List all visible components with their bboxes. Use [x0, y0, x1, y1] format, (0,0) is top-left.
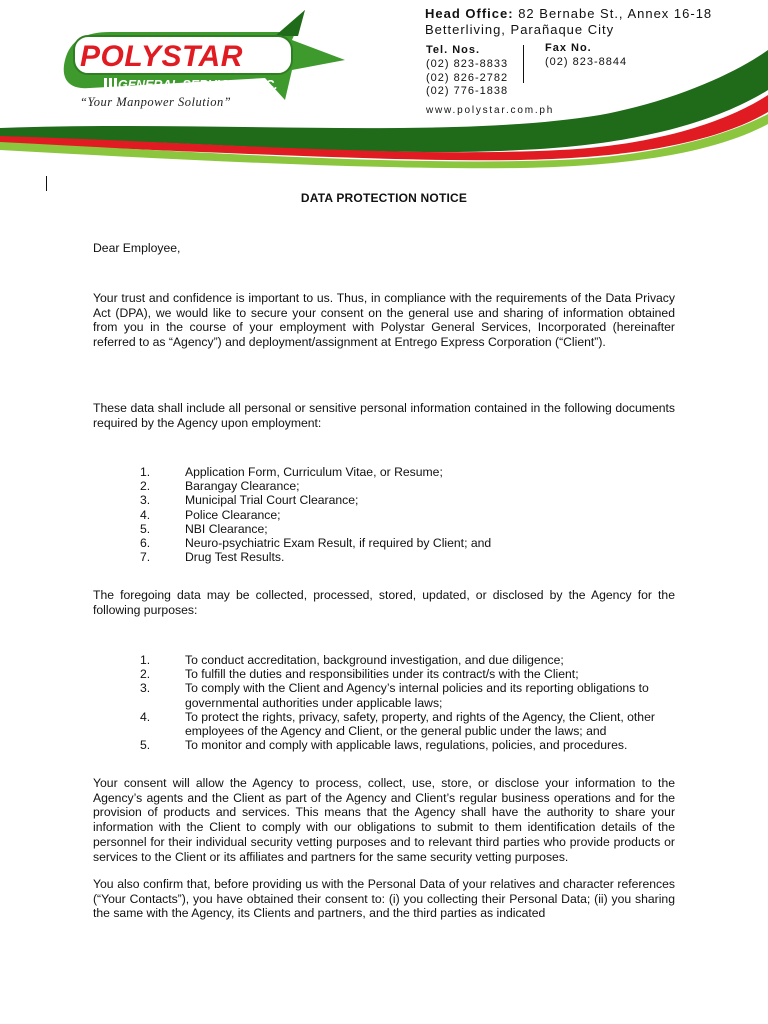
list-item [93, 522, 675, 536]
list-item [93, 493, 675, 507]
paragraph-purposes-intro [93, 588, 675, 617]
letterhead-graphic [0, 0, 768, 170]
paragraph-text: The foregoing data may be collected, processed, stored, updated, or disclosed by the Agency for the following purposes: [93, 588, 675, 617]
documents-list [93, 465, 675, 564]
list-number: 3. [140, 493, 151, 508]
list-number: 5. [140, 738, 151, 753]
document-title: DATA PROTECTION NOTICE [300, 191, 468, 205]
contact-divider [523, 45, 524, 83]
list-text: Drug Test Results. [185, 550, 285, 565]
list-text: Barangay Clearance; [185, 479, 300, 494]
salutation-text: Dear Employee, [93, 241, 181, 255]
list-number: 1. [140, 465, 151, 479]
list-item [93, 667, 675, 681]
list-item [93, 681, 675, 709]
website: www.polystar.com.ph [426, 105, 555, 116]
list-text: To fulfill the duties and responsibilities under its contract/s with the Client; [185, 667, 579, 682]
head-office-label: Head Office: [425, 6, 514, 21]
list-item [93, 738, 675, 752]
list-number: 6. [140, 536, 151, 551]
paragraph-text: Your consent will allow the Agency to process, collect, use, store, or disclose your information to the Agency’s agents and the Client as part of the Agency and Client’s regular business operations and for the provision of products and services. This means that the Agency shall have the authority to share your information with the Client to comply with our obligations to submit to them identification details of the personnel for their individual security vetting purposes and to relevant third parties who provide products or services to the Client or its affiliates and partners for the same security vetting purposes. [93, 776, 675, 864]
tel-label: Tel. Nos. [426, 44, 481, 56]
list-item [93, 479, 675, 493]
tel-number: (02) 776-1838 [426, 85, 509, 97]
text-cursor [46, 176, 47, 191]
list-item [93, 508, 675, 522]
paragraph-consent [93, 776, 675, 864]
fax-number: (02) 823-8844 [545, 56, 628, 68]
list-number: 7. [140, 550, 151, 565]
head-office [425, 6, 712, 21]
salutation [93, 241, 675, 256]
list-number: 3. [140, 681, 151, 696]
office-city: Betterliving, Parañaque City [425, 22, 615, 37]
list-text: Municipal Trial Court Clearance; [185, 493, 359, 508]
list-number: 4. [140, 507, 151, 522]
list-item [93, 710, 675, 738]
tel-number: (02) 826-2782 [426, 71, 509, 84]
paragraph-data-scope [93, 401, 675, 430]
paragraph-contacts [93, 877, 675, 921]
list-text: Neuro-psychiatric Exam Result, if required by Client; and [185, 536, 492, 551]
list-text: To conduct accreditation, background investigation, and due diligence; [185, 653, 564, 667]
list-text: Application Form, Curriculum Vitae, or Resume; [185, 465, 443, 479]
list-number: 2. [140, 667, 151, 682]
company-logo-subtitle: GENERAL SERVICES, INC. [118, 78, 278, 92]
company-tagline: “Your Manpower Solution” [80, 95, 232, 109]
list-number: 2. [140, 479, 151, 494]
list-number: 1. [140, 653, 151, 667]
list-text: To protect the rights, privacy, safety, property, and rights of the Agency, the Client, other employees of the Agency and Client, or the general public under the laws; and [185, 709, 655, 739]
list-number: 4. [140, 709, 151, 724]
list-text: NBI Clearance; [185, 521, 268, 536]
list-item [93, 465, 675, 479]
tel-number: (02) 823-8833 [426, 58, 509, 70]
list-text: To comply with the Client and Agency’s internal policies and its reporting obligations to governmental authorities under applicable laws; [185, 681, 649, 710]
head-office-address: 82 Bernabe St., Annex 16-18 [518, 6, 713, 21]
fax-label: Fax No. [545, 42, 592, 54]
list-text: Police Clearance; [185, 507, 281, 522]
list-text: To monitor and comply with applicable laws, regulations, policies, and procedures. [185, 738, 628, 753]
letterhead [0, 0, 768, 170]
list-item [93, 653, 675, 667]
paragraph-intro [93, 291, 675, 350]
tel-numbers [426, 58, 508, 99]
list-number: 5. [140, 521, 151, 536]
purposes-list [93, 653, 675, 752]
list-item [93, 550, 675, 564]
company-logo-name: POLYSTAR [80, 40, 243, 73]
paragraph-text: These data shall include all personal or sensitive personal information contained in the following documents required by the Agency upon employment: [93, 401, 675, 430]
paragraph-text: Your trust and confidence is important to us. Thus, in compliance with the requirements of the Data Privacy Act (DPA), we would like to secure your consent on the general use and sharing of information obtained from you in the course of your employment with Polystar General Services, Incorporated (hereinafter referred to as “Agency”) and deployment/assignment at Entrego Express Corporation (“Client”). [93, 291, 675, 350]
paragraph-text: You also confirm that, before providing us with the Personal Data of your relatives and character references (“Your Contacts”), you have obtained their consent to: (i) you collecting their Personal Data; (ii) you sharing the same with the Agency, its Clients and partners, and the third parties as indicated [93, 877, 675, 921]
list-item [93, 536, 675, 550]
